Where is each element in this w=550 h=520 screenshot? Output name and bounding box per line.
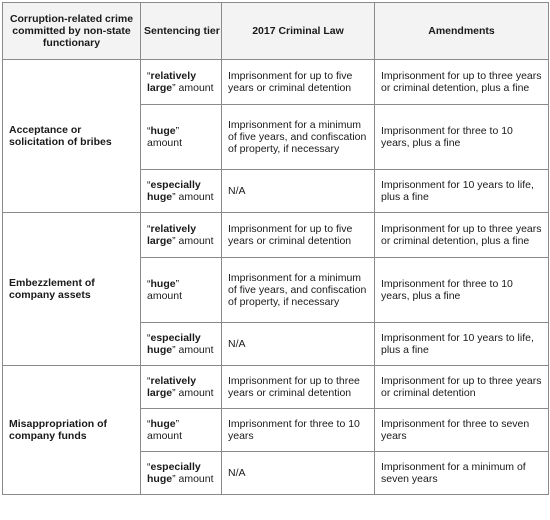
law-2017-cell: Imprisonment for up to three years or criminal detention	[222, 366, 375, 409]
tier-suffix: ” amount	[172, 191, 214, 203]
tier-bold: huge	[150, 125, 176, 137]
amendment-cell: Imprisonment for up to three years or criminal detention, plus a fine	[375, 213, 549, 258]
crime-cell: Acceptance or solicitation of bribes	[3, 60, 141, 213]
tier-quote-open: “	[147, 70, 151, 82]
tier-suffix: ” amount	[147, 125, 183, 149]
amendment-cell: Imprisonment for up to three years or criminal detention	[375, 366, 549, 409]
tier-suffix: ” amount	[172, 387, 214, 399]
table-row	[3, 366, 549, 409]
law-2017-cell: Imprisonment for three to 10 years	[222, 409, 375, 452]
law-2017-cell: N/A	[222, 170, 375, 213]
law-2017-cell: N/A	[222, 452, 375, 495]
tier-cell	[141, 170, 222, 213]
law-2017-cell: Imprisonment for up to five years or criminal detention	[222, 60, 375, 105]
amendment-cell: Imprisonment for three to 10 years, plus a fine	[375, 258, 549, 323]
sentencing-table	[2, 2, 549, 495]
header-amendments: Amendments	[375, 3, 549, 60]
tier-suffix: ” amount	[147, 278, 183, 302]
law-2017-cell: N/A	[222, 323, 375, 366]
tier-cell	[141, 258, 222, 323]
tier-bold: especially huge	[147, 332, 201, 356]
tier-quote-open: “	[147, 278, 151, 290]
tier-quote-open: “	[147, 223, 151, 235]
tier-bold: especially huge	[147, 461, 201, 485]
tier-cell	[141, 323, 222, 366]
tier-quote-open: “	[147, 375, 151, 387]
amendment-cell: Imprisonment for 10 years to life, plus a fine	[375, 170, 549, 213]
tier-suffix: ” amount	[147, 418, 183, 442]
tier-cell	[141, 105, 222, 170]
tier-quote-open: “	[147, 332, 151, 344]
tier-suffix: ” amount	[172, 344, 214, 356]
tier-suffix: ” amount	[172, 473, 214, 485]
amendment-cell: Imprisonment for a minimum of seven years	[375, 452, 549, 495]
tier-bold: relatively large	[147, 70, 197, 94]
crime-cell: Misappropriation of company funds	[3, 366, 141, 495]
tier-suffix: ” amount	[172, 235, 214, 247]
table-row	[3, 60, 549, 105]
tier-quote-open: “	[147, 179, 151, 191]
tier-cell	[141, 452, 222, 495]
header-2017-law: 2017 Criminal Law	[222, 3, 375, 60]
tier-cell	[141, 366, 222, 409]
tier-bold: huge	[150, 418, 176, 430]
tier-bold: especially huge	[147, 179, 201, 203]
amendment-cell: Imprisonment for up to three years or criminal detention, plus a fine	[375, 60, 549, 105]
amendment-cell: Imprisonment for three to 10 years, plus a fine	[375, 105, 549, 170]
tier-quote-open: “	[147, 461, 151, 473]
header-row	[3, 3, 549, 60]
tier-suffix: ” amount	[172, 82, 214, 94]
tier-cell	[141, 213, 222, 258]
amendment-cell: Imprisonment for 10 years to life, plus a fine	[375, 323, 549, 366]
law-2017-cell: Imprisonment for a minimum of five years, and confiscation of property, if necessary	[222, 105, 375, 170]
tier-bold: huge	[150, 278, 176, 290]
law-2017-cell: Imprisonment for up to five years or criminal detention	[222, 213, 375, 258]
crime-cell: Embezzlement of company assets	[3, 213, 141, 366]
tier-bold: relatively large	[147, 223, 197, 247]
tier-quote-open: “	[147, 125, 151, 137]
header-tier: Sentencing tier	[141, 3, 222, 60]
tier-cell	[141, 60, 222, 105]
tier-bold: relatively large	[147, 375, 197, 399]
tier-quote-open: “	[147, 418, 151, 430]
table-row	[3, 213, 549, 258]
table-container	[2, 2, 548, 495]
tier-cell	[141, 409, 222, 452]
amendment-cell: Imprisonment for three to seven years	[375, 409, 549, 452]
law-2017-cell: Imprisonment for a minimum of five years, and confiscation of property, if necessary	[222, 258, 375, 323]
header-crime: Corruption-related crime committed by non-state functionary	[3, 3, 141, 60]
